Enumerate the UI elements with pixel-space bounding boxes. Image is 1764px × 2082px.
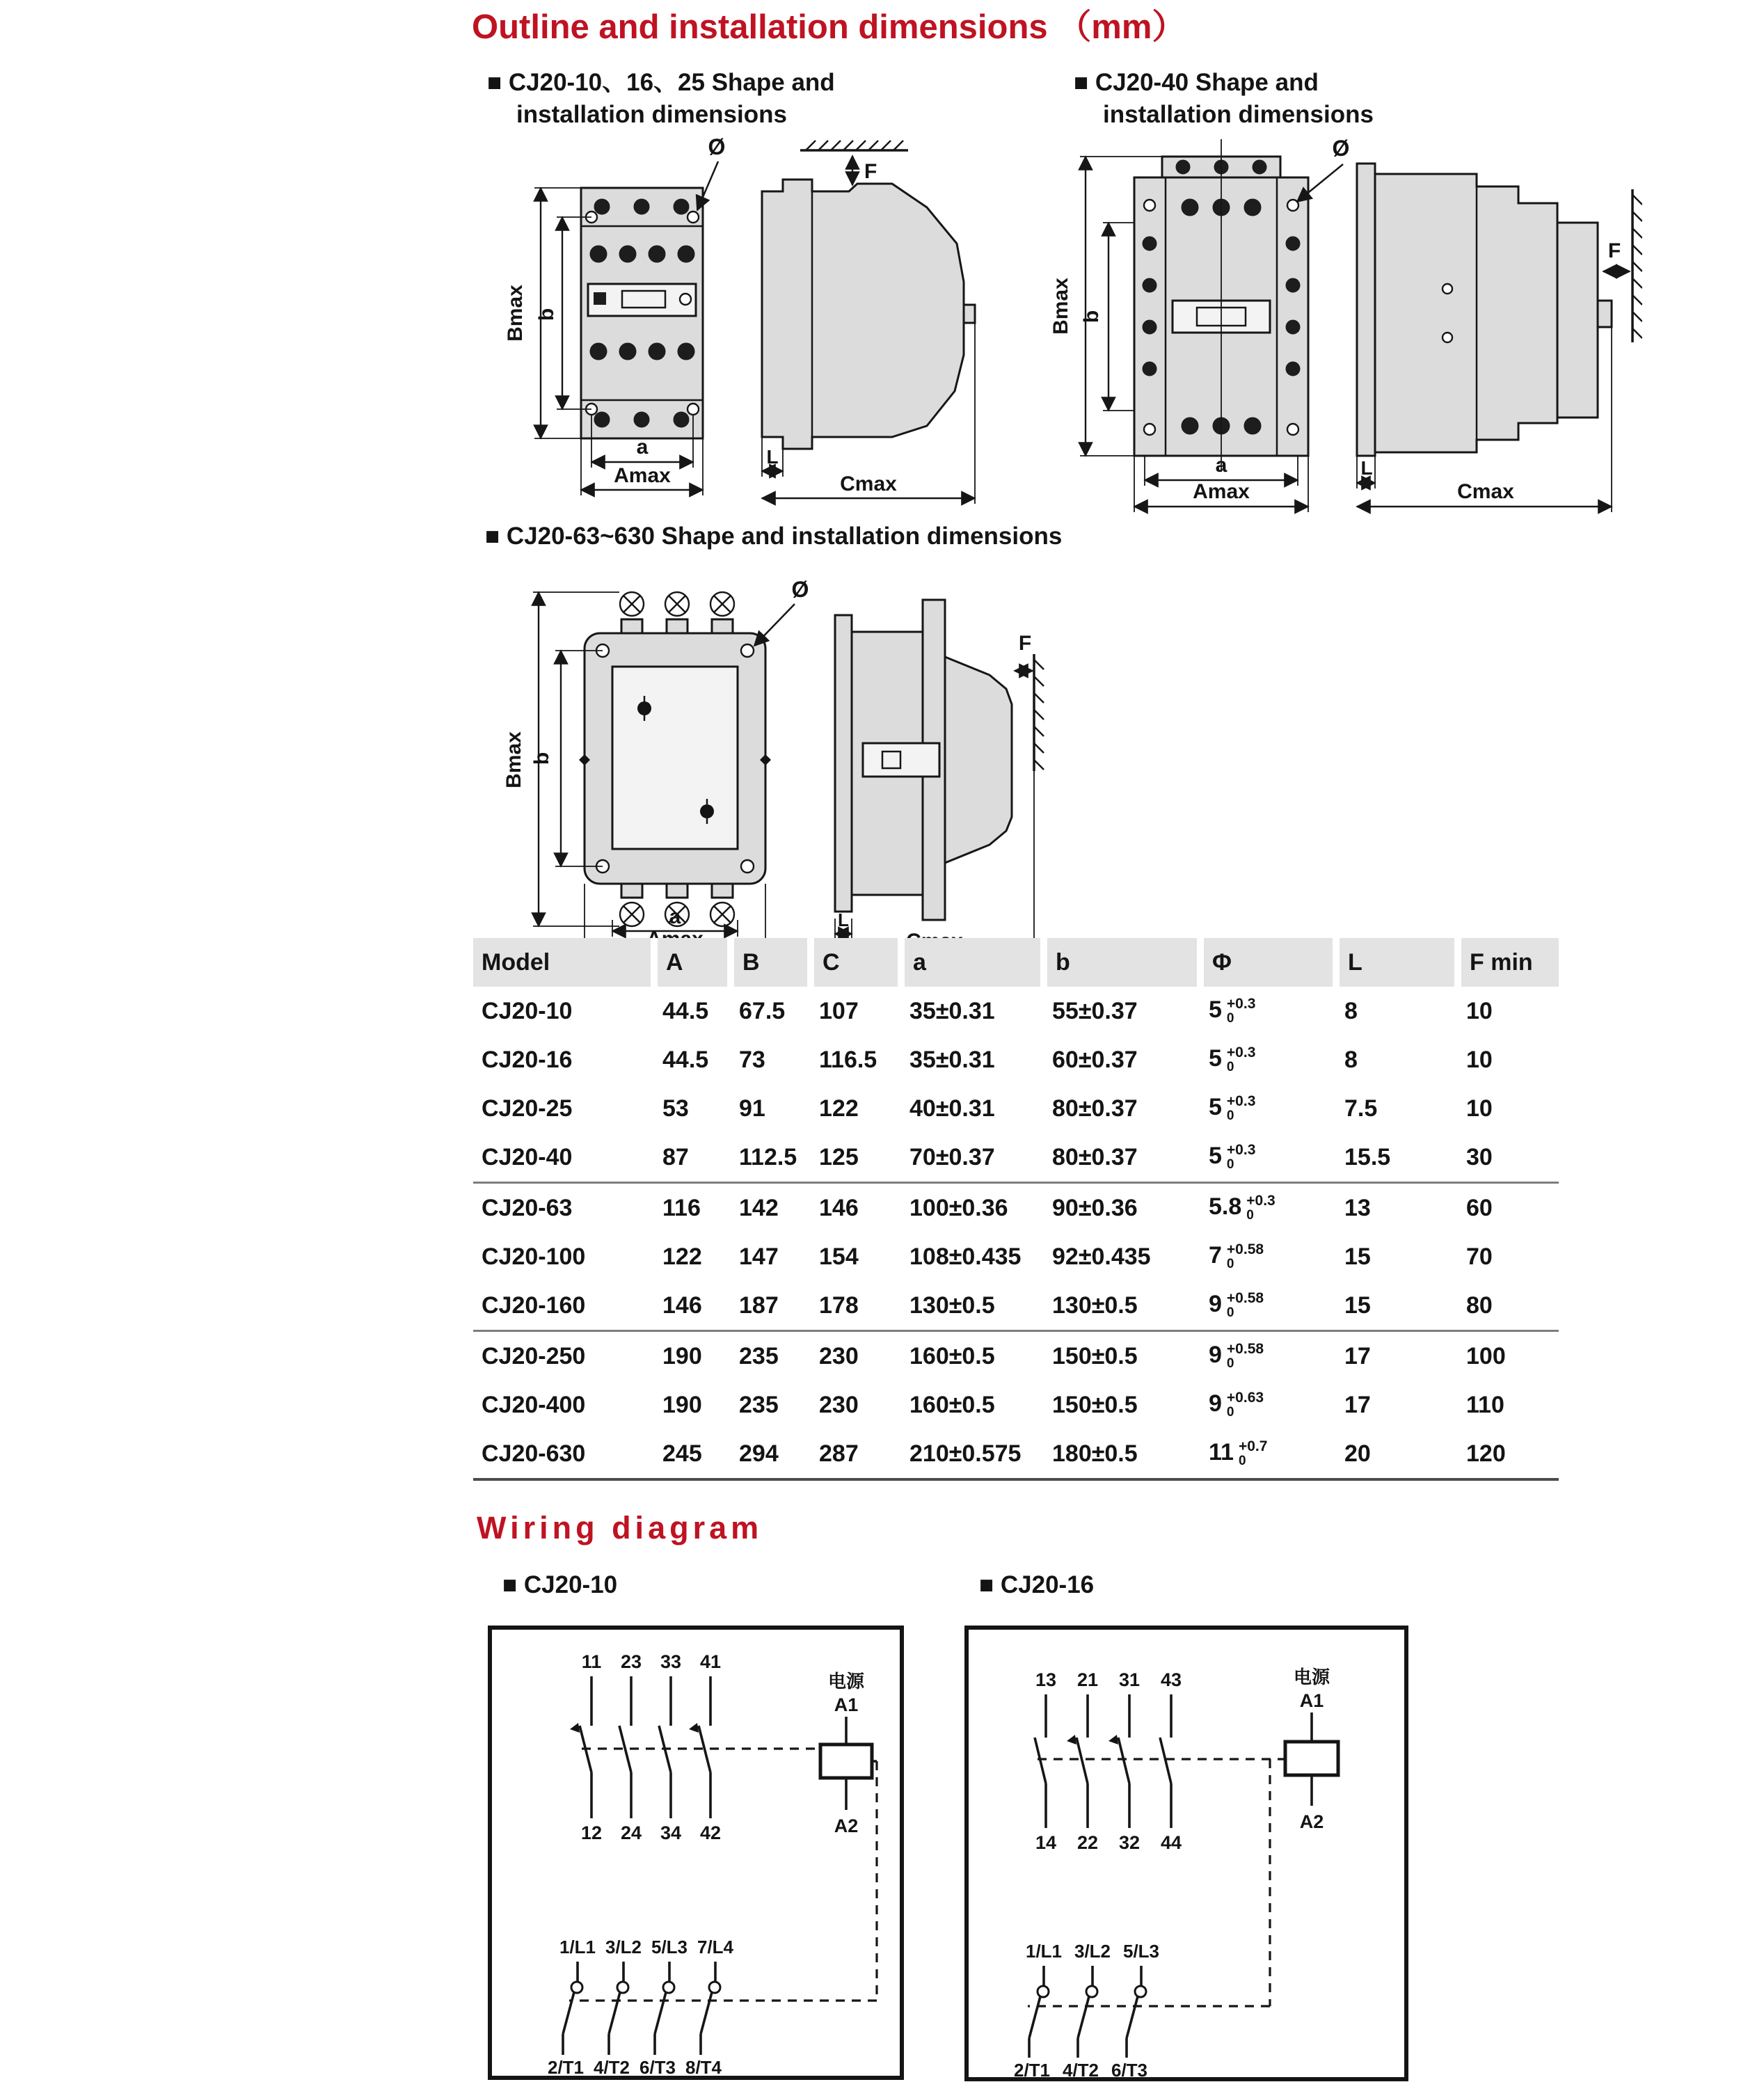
aux-contacts — [570, 1651, 721, 1843]
table-row — [473, 1133, 1559, 1183]
cell-model: CJ20-160 — [473, 1281, 654, 1331]
cell-F: 60 — [1466, 1194, 1493, 1221]
cell-model: CJ20-10 — [482, 997, 573, 1024]
dimension-table — [473, 938, 1559, 1481]
dim-label-bmax: Bmax — [504, 285, 527, 342]
table-header-row — [473, 938, 1559, 987]
table-row — [473, 1035, 1559, 1084]
cell-b: 80±0.37 — [1052, 1095, 1138, 1122]
cell-A: 87 — [654, 1133, 731, 1183]
cell-B: 235 — [739, 1391, 779, 1418]
dim-label-a: a — [669, 905, 681, 928]
phi-base: 5 — [1209, 996, 1222, 1023]
phi-sup: +0.3 — [1226, 1044, 1256, 1061]
col-header-fmin: F min — [1458, 938, 1559, 987]
cell-phi — [1200, 1331, 1336, 1381]
main-terminal-label: 4/T2 — [593, 2057, 630, 2078]
dim-label-f: F — [1607, 239, 1621, 262]
aux-terminal-label: 24 — [620, 1822, 642, 1843]
coil — [820, 1671, 872, 1836]
coil-terminal-a1: A1 — [1299, 1690, 1324, 1711]
cell-a: 210±0.575 — [901, 1429, 1044, 1479]
cell-model: CJ20-250 — [482, 1342, 586, 1369]
table-row — [473, 1429, 1559, 1479]
phi-base: 9 — [1209, 1341, 1222, 1368]
dim-label-bmax: Bmax — [1049, 278, 1072, 335]
heading-line: ■ CJ20-63~630 Shape and installation dimensions — [485, 523, 1063, 550]
coil-terminal-a1: A1 — [834, 1694, 859, 1715]
aux-terminal-label: 21 — [1076, 1669, 1099, 1690]
col-header-phi: Φ — [1200, 938, 1336, 987]
cell-F: 30 — [1458, 1133, 1559, 1183]
cell-phi — [1200, 1035, 1336, 1084]
main-terminal-label: 6/T3 — [639, 2057, 676, 2078]
phi-sup: +0.58 — [1226, 1341, 1264, 1358]
cell-A: 53 — [662, 1095, 689, 1122]
cell-a: 100±0.36 — [909, 1194, 1008, 1221]
cell-model: CJ20-16 — [482, 1046, 573, 1073]
cell-model: CJ20-400 — [482, 1391, 586, 1418]
cell-A: 146 — [654, 1281, 731, 1331]
wiring-diagram-cj20-16 — [964, 1625, 1409, 2082]
cell-F: 100 — [1466, 1342, 1506, 1369]
cell-F: 10 — [1466, 1095, 1493, 1122]
col-header-a-upper: A — [654, 938, 731, 987]
cell-A: 190 — [662, 1342, 702, 1369]
dim-label-f: F — [864, 160, 877, 183]
cell-model: CJ20-40 — [473, 1133, 654, 1183]
cell-L: 17 — [1344, 1342, 1371, 1369]
aux-terminal-label: 23 — [620, 1651, 642, 1672]
cell-a: 160±0.5 — [909, 1391, 995, 1418]
main-terminal-label: 2/T1 — [547, 2057, 585, 2078]
dim-label-bmax: Bmax — [502, 731, 525, 788]
cell-C: 230 — [819, 1391, 859, 1418]
phi-sup: +0.3 — [1226, 1142, 1256, 1159]
power-label: 电源 — [827, 1671, 865, 1692]
dim-label-f: F — [1018, 632, 1032, 655]
aux-terminal-label: 34 — [660, 1822, 682, 1843]
cell-b: 150±0.5 — [1052, 1391, 1138, 1418]
dim-label-l: L — [766, 446, 779, 468]
cell-b: 55±0.37 — [1052, 997, 1138, 1024]
cell-F: 70 — [1466, 1243, 1493, 1270]
cell-a: 70±0.37 — [901, 1133, 1044, 1183]
col-header-c-upper: C — [811, 938, 901, 987]
drawing-cj20-10-16-25 — [473, 125, 1002, 508]
main-terminal-label: 4/T2 — [1062, 2060, 1099, 2081]
main-terminal-label: 5/L3 — [1122, 1941, 1160, 1962]
cell-a: 35±0.31 — [909, 997, 995, 1024]
drawing-cj20-63-630 — [473, 572, 1051, 965]
power-label: 电源 — [1293, 1667, 1330, 1687]
coil-terminal-a2: A2 — [834, 1815, 859, 1836]
main-terminal-label: 2/T1 — [1013, 2060, 1051, 2081]
cell-F: 10 — [1466, 1046, 1493, 1073]
cell-F: 80 — [1458, 1281, 1559, 1331]
cell-A: 190 — [662, 1391, 702, 1418]
cell-C: 125 — [811, 1133, 901, 1183]
aux-terminal-label: 31 — [1118, 1669, 1141, 1690]
phi-base: 5 — [1209, 1093, 1222, 1120]
cell-B: 294 — [731, 1429, 811, 1479]
phi-sub: 0 — [1226, 1108, 1234, 1124]
cell-A: 116 — [662, 1194, 701, 1221]
dim-label-b: b — [535, 308, 558, 321]
table-row — [473, 1331, 1559, 1381]
cell-L: 8 — [1344, 1046, 1358, 1073]
cell-model: CJ20-25 — [482, 1095, 573, 1122]
cell-B: 235 — [739, 1342, 779, 1369]
heading-line: installation dimensions — [516, 100, 787, 128]
cell-B: 147 — [739, 1243, 779, 1270]
cell-B: 67.5 — [739, 997, 786, 1024]
col-header-a: a — [901, 938, 1044, 987]
cell-b: 90±0.36 — [1052, 1194, 1138, 1221]
dim-label-phi: Ø — [1332, 136, 1350, 161]
aux-terminal-label: 14 — [1035, 1832, 1057, 1853]
main-terminal-label: 6/T3 — [1111, 2060, 1148, 2081]
phi-sup: +0.3 — [1226, 996, 1256, 1012]
cell-phi — [1200, 1133, 1336, 1183]
table-row — [473, 987, 1559, 1035]
cell-C: 146 — [819, 1194, 859, 1221]
cell-L: 8 — [1344, 997, 1358, 1024]
cell-C: 116.5 — [819, 1046, 877, 1073]
cell-a: 108±0.435 — [909, 1243, 1022, 1270]
aux-terminal-label: 44 — [1160, 1832, 1182, 1853]
cell-F: 110 — [1466, 1391, 1504, 1418]
cell-L: 15 — [1336, 1281, 1458, 1331]
coil-terminal-a2: A2 — [1299, 1811, 1324, 1832]
main-terminal-label: 1/L1 — [559, 1937, 596, 1957]
main-terminal-label: 3/L2 — [1074, 1941, 1111, 1962]
front-view-cj20-63 — [579, 592, 771, 926]
cell-phi — [1200, 1381, 1336, 1429]
cell-B: 187 — [731, 1281, 811, 1331]
cell-A: 44.5 — [662, 997, 709, 1024]
dim-label-b: b — [1080, 310, 1103, 324]
aux-terminal-label: 41 — [699, 1651, 722, 1672]
dim-label-phi: Ø — [791, 577, 809, 602]
cell-phi — [1200, 1429, 1336, 1479]
cell-b: 180±0.5 — [1044, 1429, 1200, 1479]
phi-sub: 0 — [1246, 1208, 1254, 1223]
cell-L: 15.5 — [1336, 1133, 1458, 1183]
cell-a: 35±0.31 — [909, 1046, 995, 1073]
dim-label-a: a — [1215, 454, 1227, 477]
section-heading-2 — [1074, 67, 1374, 130]
wiring-heading: Wiring diagram — [477, 1510, 763, 1545]
phi-base: 9 — [1209, 1390, 1222, 1417]
cell-b: 60±0.37 — [1052, 1046, 1138, 1073]
phi-base: 5 — [1209, 1142, 1222, 1169]
aux-terminal-label: 32 — [1118, 1832, 1141, 1853]
cell-B: 91 — [739, 1095, 765, 1122]
wiring-label-cj20-16: ■ CJ20-16 — [979, 1571, 1095, 1598]
table-row — [473, 1084, 1559, 1133]
cell-a: 40±0.31 — [909, 1095, 995, 1122]
top-terminals — [620, 592, 734, 633]
phi-sup: +0.58 — [1226, 1241, 1264, 1258]
linkage-dashes — [1025, 1759, 1285, 2006]
dim-label-l: L — [1360, 457, 1373, 479]
cell-F: 120 — [1458, 1429, 1559, 1479]
cell-b: 130±0.5 — [1044, 1281, 1200, 1331]
cell-a: 160±0.5 — [909, 1342, 995, 1369]
cell-A: 122 — [662, 1243, 702, 1270]
col-header-l: L — [1336, 938, 1458, 987]
dim-label-a: a — [636, 436, 649, 459]
dim-label-l: L — [838, 909, 849, 930]
main-terminal-label: 8/T4 — [685, 2057, 722, 2078]
cell-F: 10 — [1466, 997, 1493, 1024]
col-header-b: b — [1044, 938, 1200, 987]
wiring-diagram-cj20-10 — [487, 1625, 905, 2081]
cell-a: 130±0.5 — [901, 1281, 1044, 1331]
dim-label-amax: Amax — [614, 464, 671, 487]
dim-label-amax: Amax — [1193, 480, 1250, 503]
phi-sup: +0.3 — [1226, 1093, 1256, 1110]
cell-C: 178 — [811, 1281, 901, 1331]
phi-sup: +0.63 — [1226, 1390, 1264, 1406]
heading-line: ■ CJ20-10、16、25 Shape and — [487, 69, 835, 96]
cell-phi — [1200, 1084, 1336, 1133]
aux-terminal-label: 33 — [660, 1651, 682, 1672]
side-view-cj20-63 — [835, 600, 1044, 962]
col-header-model: Model — [473, 938, 654, 987]
cell-phi — [1200, 1183, 1336, 1233]
cell-L: 13 — [1344, 1194, 1371, 1221]
table-row — [473, 1381, 1559, 1429]
phi-sub: 0 — [1226, 1305, 1234, 1321]
cell-A: 44.5 — [662, 1046, 709, 1073]
cell-phi — [1200, 1281, 1336, 1331]
dim-label-b: b — [530, 752, 553, 765]
table-row — [473, 1183, 1559, 1233]
cell-C: 230 — [819, 1342, 859, 1369]
main-terminal-label: 5/L3 — [651, 1937, 688, 1957]
phi-base: 5 — [1209, 1044, 1222, 1072]
phi-sub: 0 — [1226, 1060, 1234, 1075]
dim-label-cmax: Cmax — [840, 472, 897, 495]
cell-L: 17 — [1344, 1391, 1371, 1418]
front-view-cj20-40 — [1134, 139, 1308, 472]
aux-terminal-label: 43 — [1160, 1669, 1182, 1690]
phi-sup: +0.7 — [1238, 1438, 1268, 1455]
cell-phi — [1200, 987, 1336, 1035]
heading-line: ■ CJ20-40 Shape and — [1074, 69, 1319, 96]
hatch-wall — [1632, 195, 1642, 338]
aux-terminal-label: 12 — [580, 1822, 603, 1843]
table-row — [473, 1232, 1559, 1281]
phi-base: 11 — [1209, 1438, 1234, 1465]
aux-terminal-label: 22 — [1076, 1832, 1099, 1853]
cell-B: 142 — [739, 1194, 779, 1221]
cell-L: 7.5 — [1344, 1095, 1378, 1122]
phi-sub: 0 — [1238, 1454, 1246, 1469]
cell-B: 112.5 — [731, 1133, 811, 1183]
phi-base: 7 — [1209, 1241, 1222, 1269]
dim-label-cmax: Cmax — [1457, 480, 1514, 503]
cell-model: CJ20-100 — [482, 1243, 586, 1270]
cell-model: CJ20-63 — [482, 1194, 573, 1221]
cell-model: CJ20-630 — [473, 1429, 654, 1479]
main-terminal-label: 7/L4 — [697, 1937, 734, 1957]
cell-b: 92±0.435 — [1052, 1243, 1151, 1270]
side-view-cj20-40 — [1357, 164, 1642, 512]
phi-base: 9 — [1209, 1290, 1222, 1317]
col-header-b-upper: B — [731, 938, 811, 987]
phi-sub: 0 — [1226, 1356, 1234, 1372]
aux-terminal-label: 42 — [699, 1822, 722, 1843]
cell-B: 73 — [739, 1046, 765, 1073]
cell-L: 15 — [1344, 1243, 1371, 1270]
main-terminal-label: 1/L1 — [1025, 1941, 1063, 1962]
section-heading-3 — [485, 520, 1062, 553]
hatch-wall — [1034, 660, 1044, 770]
phi-base: 5.8 — [1209, 1193, 1242, 1220]
hatch-wall — [806, 141, 903, 150]
drawing-cj20-40 — [1030, 125, 1642, 518]
aux-terminal-label: 11 — [581, 1651, 602, 1672]
aux-contacts — [1035, 1669, 1182, 1853]
cell-L: 20 — [1336, 1429, 1458, 1479]
phi-sub: 0 — [1226, 1257, 1234, 1272]
phi-sup: +0.3 — [1246, 1193, 1276, 1209]
main-terminal-label: 3/L2 — [605, 1937, 642, 1957]
cell-b: 150±0.5 — [1052, 1342, 1138, 1369]
main-contacts — [1014, 1941, 1159, 2081]
linkage-dashes — [569, 1749, 877, 2001]
front-view-cj20-10 — [581, 188, 703, 438]
cell-b: 80±0.37 — [1044, 1133, 1200, 1183]
cell-A: 245 — [654, 1429, 731, 1479]
main-contacts — [548, 1937, 734, 2078]
phi-sub: 0 — [1226, 1011, 1234, 1026]
phi-sup: +0.58 — [1226, 1290, 1264, 1307]
coil — [1285, 1667, 1338, 1832]
cell-phi — [1200, 1232, 1336, 1281]
cell-C: 122 — [819, 1095, 859, 1122]
cell-C: 154 — [819, 1243, 859, 1270]
table-row — [473, 1281, 1559, 1331]
cell-C: 107 — [819, 997, 859, 1024]
phi-sub: 0 — [1226, 1157, 1234, 1173]
cell-C: 287 — [811, 1429, 901, 1479]
aux-terminal-label: 13 — [1035, 1669, 1057, 1690]
section-heading-1 — [487, 67, 835, 130]
page-title: Outline and installation dimensions （mm） — [472, 8, 1186, 46]
heading-line: installation dimensions — [1103, 100, 1374, 128]
wiring-label-cj20-10: ■ CJ20-10 — [502, 1571, 618, 1598]
side-view-cj20-10 — [762, 141, 975, 504]
dim-label-phi: Ø — [708, 134, 726, 159]
phi-sub: 0 — [1226, 1405, 1234, 1420]
